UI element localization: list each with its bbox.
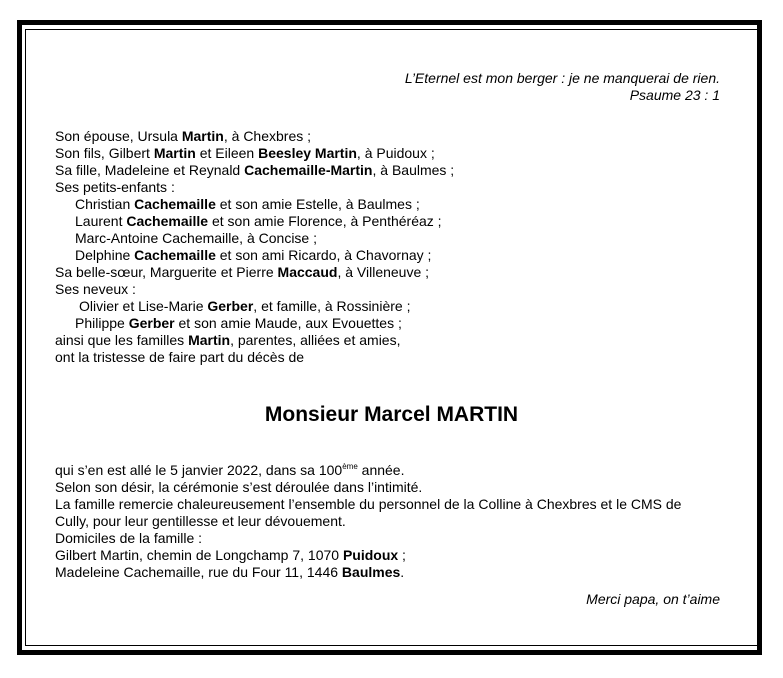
details-text: . [400, 564, 405, 580]
details-text: Puidoux [342, 547, 399, 563]
family-text: ainsi que les familles [55, 332, 189, 348]
family-line [55, 349, 304, 366]
details-text: Selon son désir, la cérémonie s’est déroulée dans l’intimité. [55, 479, 423, 495]
family-line [55, 145, 435, 162]
details-text: ème [342, 462, 358, 471]
family-line [55, 179, 175, 196]
family-text: Sa fille, Madeleine et Reynald [55, 162, 245, 178]
details-text: qui s’en est allé le 5 janvier 2022, dans sa 100 [55, 462, 343, 478]
family-text: , à Puidoux ; [356, 145, 435, 161]
family-line [55, 162, 454, 179]
details-text: Madeleine Cachemaille, rue du Four 11, 1446 [55, 564, 342, 580]
family-text: , à Villeneuve ; [337, 264, 430, 280]
details-line [55, 564, 404, 581]
family-line [75, 315, 402, 332]
details-text: La famille remercie chaleureusement l’ensemble du personnel de la Colline à Chexbres et le CMS de [55, 496, 682, 512]
deceased-name: Monsieur Marcel MARTIN [264, 403, 519, 426]
family-text: Beesley Martin [258, 145, 357, 161]
family-text: , et famille, à Rossinière ; [253, 298, 411, 314]
family-text: Maccaud [277, 264, 338, 280]
family-line [75, 247, 431, 264]
family-text: , parentes, alliées et amies, [230, 332, 401, 348]
family-text: ont la tristesse de faire part du décès de [55, 349, 305, 365]
details-line [55, 530, 202, 547]
family-line [55, 264, 429, 281]
closing-message: Merci papa, on t’aime [586, 591, 720, 607]
family-text: Delphine [75, 247, 135, 263]
family-line [55, 332, 400, 349]
family-text: et son ami Ricardo, à Chavornay ; [215, 247, 432, 263]
family-line [55, 281, 136, 298]
family-text: Olivier et Lise-Marie [79, 298, 208, 314]
family-text: , à Chexbres ; [223, 128, 312, 144]
details-text: Domiciles de la famille : [55, 530, 203, 546]
family-text: Cachemaille-Martin [244, 162, 373, 178]
family-text: Martin [153, 145, 196, 161]
details-text: Gilbert Martin, chemin de Longchamp 7, 1070 [55, 547, 343, 563]
family-text: Laurent [75, 213, 127, 229]
details-line [55, 547, 406, 564]
details-line [55, 513, 346, 530]
family-text: Son fils, Gilbert [55, 145, 154, 161]
family-text: Cachemaille [134, 196, 216, 212]
details-line [55, 479, 422, 496]
family-text: Martin [188, 332, 231, 348]
family-text: Philippe [75, 315, 129, 331]
family-text: Gerber [207, 298, 254, 314]
family-text: Sa belle-sœur, Marguerite et Pierre [55, 264, 278, 280]
details-text: ; [398, 547, 406, 563]
family-text: Ses neveux : [55, 281, 136, 297]
family-text: Christian [75, 196, 135, 212]
family-text: et son amie Maude, aux Evouettes ; [174, 315, 402, 331]
family-text: , à Baulmes ; [372, 162, 455, 178]
epigraph-reference: Psaume 23 : 1 [629, 87, 720, 103]
family-text: Gerber [128, 315, 175, 331]
family-line [75, 196, 420, 213]
family-line [75, 213, 442, 230]
details-text: Baulmes [341, 564, 401, 580]
details-line [55, 496, 681, 513]
details-text: Cully, pour leur gentillesse et leur dévouement. [55, 513, 346, 529]
family-text: Martin [181, 128, 224, 144]
details-text: année. [357, 462, 405, 478]
family-line [75, 230, 317, 247]
family-text: et Eileen [195, 145, 259, 161]
family-text: Ses petits-enfants : [55, 179, 175, 195]
family-text: Cachemaille [126, 213, 209, 229]
epigraph-quote: L’Eternel est mon berger : je ne manquerai de rien. [404, 70, 720, 86]
details-line [55, 462, 404, 479]
family-line [55, 128, 311, 145]
family-line [79, 298, 410, 315]
family-text: Son épouse, Ursula [55, 128, 182, 144]
family-text: Cachemaille [134, 247, 216, 263]
family-text: et son amie Estelle, à Baulmes ; [215, 196, 420, 212]
family-text: Marc-Antoine Cachemaille, à Concise ; [75, 230, 317, 246]
family-text: et son amie Florence, à Penthéréaz ; [208, 213, 442, 229]
